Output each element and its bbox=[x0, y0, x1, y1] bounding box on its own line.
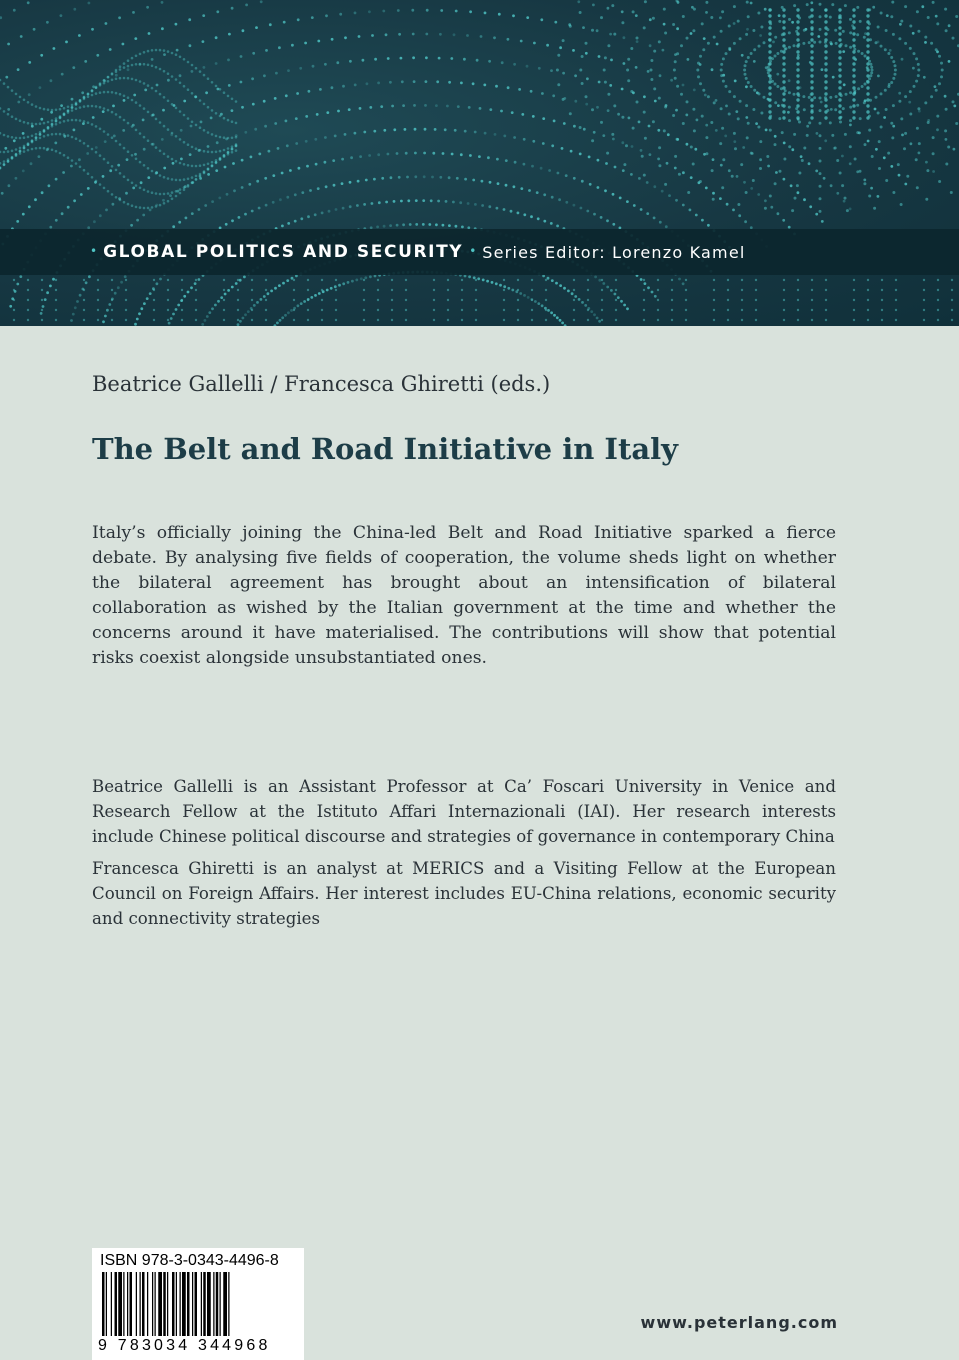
bullet-icon: • bbox=[90, 244, 98, 258]
isbn-barcode-block bbox=[92, 1248, 304, 1360]
series-name: GLOBAL POLITICS AND SECURITY bbox=[103, 242, 464, 262]
series-editor: Series Editor: Lorenzo Kamel bbox=[482, 242, 746, 262]
series-band bbox=[0, 229, 959, 275]
book-title: The Belt and Road Initiative in Italy bbox=[92, 432, 679, 466]
book-blurb: Italy’s officially joining the China-led Belt and Road Initiative sparked a fierce debate. By analysing five fields of cooperation, the volume sheds light on whether the bilateral agreement has brought about an intensification of bilateral collaboration as wished by the Italian government at the time and whether the concerns around it have materialised. The contributions will show that potential risks coexist alongside unsubstantiated ones. bbox=[92, 523, 836, 668]
dotted-wave-pattern bbox=[0, 0, 959, 326]
cover-header-artwork bbox=[0, 0, 959, 326]
barcode-icon bbox=[98, 1272, 298, 1336]
isbn-label: ISBN 978-3-0343-4496-8 bbox=[100, 1252, 279, 1269]
editor-bio-2: Francesca Ghiretti is an analyst at MERICS and a Visiting Fellow at the European Council on Foreign Affairs. Her interest includes EU-China relations, economic security and connectivity strategies bbox=[92, 859, 836, 928]
bullet-icon: • bbox=[469, 244, 477, 258]
barcode-digits: 9 783034 344968 bbox=[98, 1337, 271, 1354]
publisher-website: www.peterlang.com bbox=[640, 1313, 838, 1332]
book-editors: Beatrice Gallelli / Francesca Ghiretti (eds.) bbox=[92, 372, 551, 396]
editor-bio-1: Beatrice Gallelli is an Assistant Professor at Ca’ Foscari University in Venice and Research Fellow at the Istituto Affari Internazionali (IAI). Her research interests include Chinese political discourse and strategies of governance in contemporary China bbox=[92, 777, 836, 846]
